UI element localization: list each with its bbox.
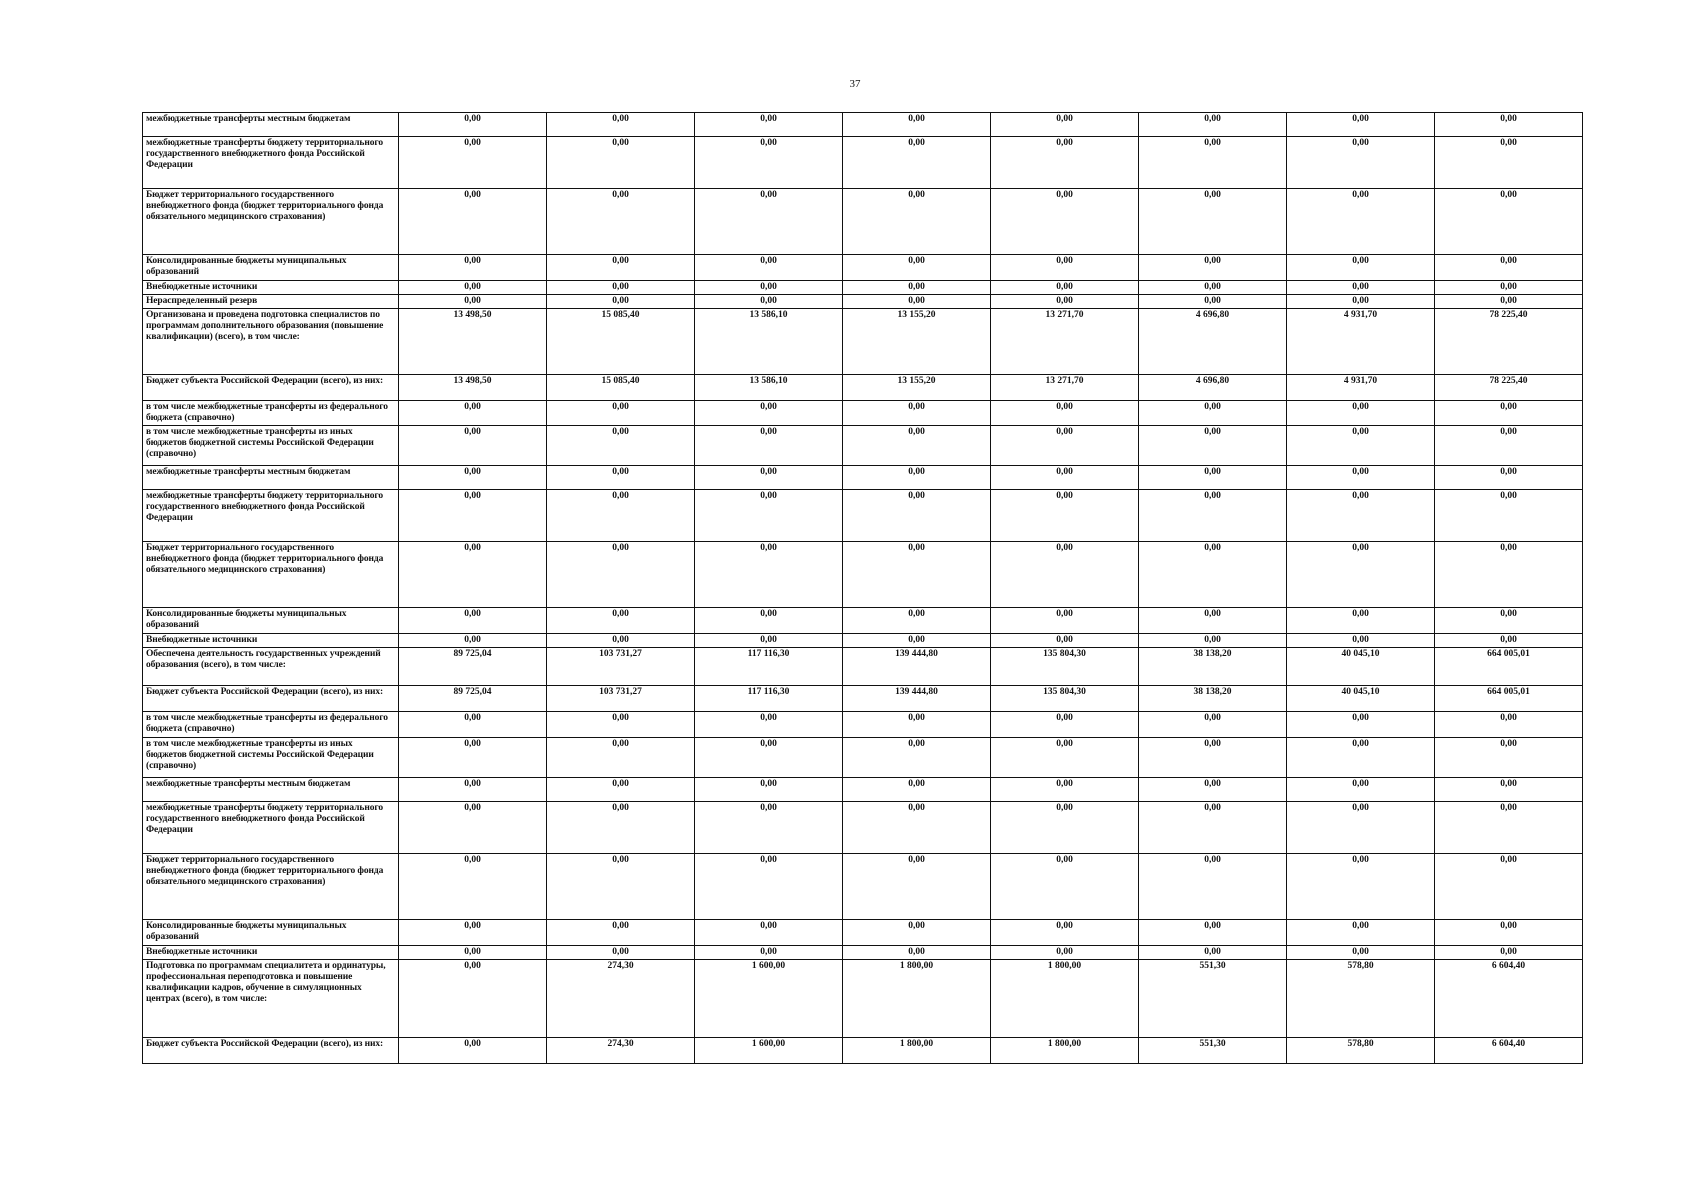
row-value-col-4: 139 444,80 [843,686,991,712]
row-value-col-3: 0,00 [695,802,843,854]
row-value-col-2: 0,00 [547,738,695,778]
row-value-col-2: 103 731,27 [547,648,695,686]
row-label: Внебюджетные источники [143,634,399,648]
row-label: в том числе межбюджетные трансферты из иных бюджетов бюджетной системы Российской Федерации (справочно) [143,738,399,778]
row-value-col-5: 13 271,70 [991,309,1139,375]
row-value-col-5: 0,00 [991,295,1139,309]
row-value-col-1: 0,00 [399,295,547,309]
row-label: в том числе межбюджетные трансферты из федерального бюджета (справочно) [143,712,399,738]
row-value-col-4: 0,00 [843,466,991,490]
row-value-col-5: 1 800,00 [991,960,1139,1038]
row-value-col-3: 0,00 [695,426,843,466]
row-label: Обеспечена деятельность государственных учреждений образования (всего), в том числе: [143,648,399,686]
row-label: в том числе межбюджетные трансферты из иных бюджетов бюджетной системы Российской Федерации (справочно) [143,426,399,466]
table-row [143,137,1583,189]
row-value-col-1: 0,00 [399,137,547,189]
row-value-col-4: 0,00 [843,738,991,778]
row-value-col-6: 0,00 [1139,490,1287,542]
table-row [143,946,1583,960]
row-value-col-4: 0,00 [843,295,991,309]
row-value-col-5: 0,00 [991,608,1139,634]
row-value-col-6: 0,00 [1139,802,1287,854]
row-value-col-8: 6 604,40 [1435,960,1583,1038]
row-label: межбюджетные трансферты бюджету территориального государственного внебюджетного фонда Российской Федерации [143,490,399,542]
row-value-col-7: 0,00 [1287,712,1435,738]
row-value-col-4: 0,00 [843,426,991,466]
row-value-col-3: 117 116,30 [695,686,843,712]
row-value-col-4: 13 155,20 [843,375,991,401]
row-value-col-6: 4 696,80 [1139,309,1287,375]
row-value-col-5: 0,00 [991,255,1139,281]
row-value-col-3: 0,00 [695,738,843,778]
row-value-col-3: 0,00 [695,634,843,648]
row-value-col-5: 0,00 [991,113,1139,137]
row-value-col-8: 78 225,40 [1435,375,1583,401]
row-value-col-8: 78 225,40 [1435,309,1583,375]
row-value-col-1: 0,00 [399,466,547,490]
row-value-col-3: 13 586,10 [695,375,843,401]
row-value-col-2: 0,00 [547,542,695,608]
row-value-col-3: 1 600,00 [695,1038,843,1064]
row-label: Подготовка по программам специалитета и ординатуры, профессиональная переподготовка и повышение квалификации кадров, обучение в симуляционных центрах (всего), в том числе: [143,960,399,1038]
row-value-col-2: 0,00 [547,189,695,255]
row-value-col-7: 0,00 [1287,802,1435,854]
row-value-col-2: 0,00 [547,946,695,960]
row-value-col-7: 40 045,10 [1287,686,1435,712]
table-row [143,542,1583,608]
row-value-col-2: 0,00 [547,401,695,426]
row-label: Бюджет территориального государственного внебюджетного фонда (бюджет территориального фонда обязательного медицинского страхования) [143,542,399,608]
row-label: Бюджет субъекта Российской Федерации (всего), из них: [143,1038,399,1064]
row-value-col-8: 0,00 [1435,608,1583,634]
row-value-col-1: 0,00 [399,113,547,137]
row-value-col-5: 0,00 [991,920,1139,946]
table-row [143,309,1583,375]
row-value-col-3: 0,00 [695,920,843,946]
row-value-col-1: 89 725,04 [399,686,547,712]
row-value-col-6: 0,00 [1139,281,1287,295]
row-value-col-6: 38 138,20 [1139,648,1287,686]
row-value-col-4: 0,00 [843,854,991,920]
table-row [143,686,1583,712]
row-value-col-5: 0,00 [991,137,1139,189]
row-value-col-6: 0,00 [1139,738,1287,778]
row-value-col-6: 551,30 [1139,1038,1287,1064]
row-value-col-6: 0,00 [1139,946,1287,960]
row-value-col-1: 0,00 [399,854,547,920]
row-label: в том числе межбюджетные трансферты из федерального бюджета (справочно) [143,401,399,426]
row-value-col-7: 0,00 [1287,778,1435,802]
row-value-col-7: 0,00 [1287,426,1435,466]
row-value-col-7: 0,00 [1287,542,1435,608]
table-row [143,802,1583,854]
row-value-col-1: 89 725,04 [399,648,547,686]
row-value-col-6: 0,00 [1139,608,1287,634]
row-value-col-8: 0,00 [1435,137,1583,189]
row-value-col-1: 0,00 [399,189,547,255]
row-value-col-4: 0,00 [843,189,991,255]
row-value-col-2: 0,00 [547,802,695,854]
table-row [143,778,1583,802]
row-value-col-6: 551,30 [1139,960,1287,1038]
row-value-col-1: 0,00 [399,426,547,466]
row-value-col-5: 0,00 [991,738,1139,778]
row-value-col-2: 0,00 [547,426,695,466]
row-value-col-1: 0,00 [399,712,547,738]
table-row [143,281,1583,295]
row-value-col-1: 0,00 [399,920,547,946]
table-row [143,960,1583,1038]
row-value-col-6: 0,00 [1139,295,1287,309]
row-value-col-4: 1 800,00 [843,1038,991,1064]
table-row [143,648,1583,686]
row-value-col-1: 0,00 [399,281,547,295]
row-value-col-8: 0,00 [1435,634,1583,648]
row-label: Внебюджетные источники [143,281,399,295]
row-value-col-3: 0,00 [695,401,843,426]
row-value-col-4: 0,00 [843,401,991,426]
row-value-col-4: 0,00 [843,802,991,854]
table-row [143,920,1583,946]
row-value-col-5: 0,00 [991,426,1139,466]
row-value-col-4: 0,00 [843,712,991,738]
row-value-col-2: 0,00 [547,113,695,137]
table-row [143,375,1583,401]
row-value-col-6: 0,00 [1139,113,1287,137]
table-row [143,113,1583,137]
row-value-col-7: 4 931,70 [1287,309,1435,375]
row-value-col-1: 0,00 [399,802,547,854]
row-value-col-3: 0,00 [695,854,843,920]
row-value-col-5: 0,00 [991,712,1139,738]
row-value-col-8: 0,00 [1435,295,1583,309]
row-label: межбюджетные трансферты местным бюджетам [143,466,399,490]
row-value-col-1: 13 498,50 [399,309,547,375]
row-value-col-8: 0,00 [1435,712,1583,738]
row-value-col-8: 664 005,01 [1435,648,1583,686]
row-value-col-3: 1 600,00 [695,960,843,1038]
row-value-col-3: 0,00 [695,542,843,608]
page-number: 37 [849,78,861,90]
budget-table-body [143,113,1583,1064]
row-value-col-8: 0,00 [1435,426,1583,466]
row-value-col-6: 0,00 [1139,466,1287,490]
row-value-col-2: 0,00 [547,295,695,309]
row-value-col-6: 0,00 [1139,920,1287,946]
row-value-col-2: 15 085,40 [547,309,695,375]
table-row [143,466,1583,490]
row-value-col-8: 0,00 [1435,401,1583,426]
row-value-col-4: 0,00 [843,920,991,946]
row-value-col-5: 0,00 [991,490,1139,542]
table-row [143,401,1583,426]
row-value-col-4: 0,00 [843,281,991,295]
row-value-col-6: 0,00 [1139,189,1287,255]
row-label: Бюджет субъекта Российской Федерации (всего), из них: [143,375,399,401]
row-value-col-8: 0,00 [1435,113,1583,137]
table-row [143,854,1583,920]
row-value-col-5: 0,00 [991,466,1139,490]
row-value-col-2: 0,00 [547,490,695,542]
row-value-col-1: 13 498,50 [399,375,547,401]
row-value-col-2: 0,00 [547,634,695,648]
row-value-col-7: 0,00 [1287,920,1435,946]
row-value-col-4: 0,00 [843,490,991,542]
row-value-col-5: 0,00 [991,946,1139,960]
row-value-col-7: 0,00 [1287,113,1435,137]
row-value-col-6: 0,00 [1139,542,1287,608]
row-value-col-8: 0,00 [1435,281,1583,295]
row-value-col-3: 117 116,30 [695,648,843,686]
row-value-col-2: 0,00 [547,466,695,490]
row-value-col-7: 0,00 [1287,255,1435,281]
table-row [143,295,1583,309]
row-value-col-3: 0,00 [695,466,843,490]
row-value-col-1: 0,00 [399,542,547,608]
row-value-col-4: 139 444,80 [843,648,991,686]
row-value-col-8: 0,00 [1435,738,1583,778]
row-value-col-7: 40 045,10 [1287,648,1435,686]
row-value-col-2: 0,00 [547,137,695,189]
row-label: межбюджетные трансферты местным бюджетам [143,113,399,137]
row-value-col-8: 0,00 [1435,920,1583,946]
row-value-col-5: 0,00 [991,542,1139,608]
row-value-col-6: 0,00 [1139,712,1287,738]
row-value-col-3: 0,00 [695,490,843,542]
row-value-col-3: 0,00 [695,113,843,137]
row-label: Бюджет субъекта Российской Федерации (всего), из них: [143,686,399,712]
row-value-col-4: 13 155,20 [843,309,991,375]
row-value-col-6: 0,00 [1139,137,1287,189]
row-value-col-7: 0,00 [1287,401,1435,426]
row-value-col-1: 0,00 [399,634,547,648]
row-value-col-7: 0,00 [1287,854,1435,920]
row-value-col-5: 0,00 [991,281,1139,295]
row-value-col-6: 0,00 [1139,854,1287,920]
row-value-col-7: 578,80 [1287,1038,1435,1064]
row-value-col-7: 0,00 [1287,608,1435,634]
row-value-col-7: 0,00 [1287,738,1435,778]
row-value-col-5: 13 271,70 [991,375,1139,401]
row-value-col-6: 0,00 [1139,426,1287,466]
row-value-col-6: 4 696,80 [1139,375,1287,401]
row-value-col-2: 274,30 [547,1038,695,1064]
row-label: Бюджет территориального государственного внебюджетного фонда (бюджет территориального фонда обязательного медицинского страхования) [143,854,399,920]
row-label: Организована и проведена подготовка специалистов по программам дополнительного образования (повышение квалификации) (всего), в том числе: [143,309,399,375]
row-value-col-1: 0,00 [399,401,547,426]
row-value-col-5: 135 804,30 [991,686,1139,712]
row-value-col-8: 0,00 [1435,854,1583,920]
row-value-col-5: 0,00 [991,778,1139,802]
row-value-col-2: 0,00 [547,255,695,281]
row-value-col-2: 15 085,40 [547,375,695,401]
row-value-col-1: 0,00 [399,778,547,802]
row-value-col-4: 0,00 [843,137,991,189]
row-value-col-4: 0,00 [843,634,991,648]
row-value-col-4: 0,00 [843,113,991,137]
row-value-col-3: 0,00 [695,255,843,281]
table-row [143,255,1583,281]
row-label: межбюджетные трансферты местным бюджетам [143,778,399,802]
row-value-col-8: 0,00 [1435,466,1583,490]
row-value-col-8: 0,00 [1435,802,1583,854]
table-row [143,634,1583,648]
row-value-col-4: 0,00 [843,542,991,608]
row-value-col-2: 0,00 [547,854,695,920]
row-value-col-5: 0,00 [991,854,1139,920]
budget-table [142,112,1583,1064]
row-value-col-2: 103 731,27 [547,686,695,712]
row-value-col-4: 1 800,00 [843,960,991,1038]
row-value-col-6: 0,00 [1139,634,1287,648]
row-value-col-1: 0,00 [399,960,547,1038]
row-value-col-8: 0,00 [1435,255,1583,281]
row-value-col-3: 13 586,10 [695,309,843,375]
row-value-col-8: 0,00 [1435,778,1583,802]
row-label: межбюджетные трансферты бюджету территориального государственного внебюджетного фонда Российской Федерации [143,137,399,189]
row-value-col-2: 0,00 [547,712,695,738]
table-row [143,189,1583,255]
row-value-col-2: 274,30 [547,960,695,1038]
row-value-col-8: 0,00 [1435,490,1583,542]
row-value-col-4: 0,00 [843,946,991,960]
row-label: Внебюджетные источники [143,946,399,960]
table-row [143,1038,1583,1064]
row-value-col-7: 0,00 [1287,189,1435,255]
table-row [143,608,1583,634]
row-value-col-2: 0,00 [547,608,695,634]
row-value-col-1: 0,00 [399,608,547,634]
row-value-col-4: 0,00 [843,608,991,634]
row-value-col-4: 0,00 [843,778,991,802]
row-label: Нераспределенный резерв [143,295,399,309]
row-value-col-7: 0,00 [1287,634,1435,648]
row-value-col-8: 6 604,40 [1435,1038,1583,1064]
row-label: Бюджет территориального государственного внебюджетного фонда (бюджет территориального фонда обязательного медицинского страхования) [143,189,399,255]
table-row [143,426,1583,466]
row-value-col-7: 0,00 [1287,490,1435,542]
row-value-col-4: 0,00 [843,255,991,281]
table-row [143,738,1583,778]
row-label: Консолидированные бюджеты муниципальных образований [143,255,399,281]
row-value-col-7: 0,00 [1287,281,1435,295]
row-value-col-5: 0,00 [991,189,1139,255]
row-value-col-7: 0,00 [1287,295,1435,309]
row-value-col-5: 1 800,00 [991,1038,1139,1064]
table-row [143,712,1583,738]
row-value-col-1: 0,00 [399,1038,547,1064]
table-row [143,490,1583,542]
row-value-col-6: 0,00 [1139,255,1287,281]
row-value-col-6: 0,00 [1139,778,1287,802]
row-value-col-1: 0,00 [399,946,547,960]
row-value-col-8: 0,00 [1435,542,1583,608]
row-value-col-3: 0,00 [695,189,843,255]
row-value-col-5: 0,00 [991,401,1139,426]
row-value-col-2: 0,00 [547,281,695,295]
row-value-col-8: 0,00 [1435,946,1583,960]
row-value-col-6: 0,00 [1139,401,1287,426]
row-value-col-2: 0,00 [547,920,695,946]
row-value-col-5: 0,00 [991,802,1139,854]
row-value-col-7: 0,00 [1287,137,1435,189]
row-label: Консолидированные бюджеты муниципальных образований [143,920,399,946]
row-value-col-3: 0,00 [695,946,843,960]
row-value-col-3: 0,00 [695,608,843,634]
row-value-col-7: 4 931,70 [1287,375,1435,401]
row-value-col-3: 0,00 [695,295,843,309]
row-value-col-3: 0,00 [695,712,843,738]
row-value-col-3: 0,00 [695,281,843,295]
row-label: межбюджетные трансферты бюджету территориального государственного внебюджетного фонда Российской Федерации [143,802,399,854]
row-label: Консолидированные бюджеты муниципальных образований [143,608,399,634]
row-value-col-5: 135 804,30 [991,648,1139,686]
row-value-col-6: 38 138,20 [1139,686,1287,712]
row-value-col-1: 0,00 [399,738,547,778]
row-value-col-7: 0,00 [1287,946,1435,960]
row-value-col-7: 0,00 [1287,466,1435,490]
row-value-col-3: 0,00 [695,137,843,189]
row-value-col-5: 0,00 [991,634,1139,648]
row-value-col-8: 664 005,01 [1435,686,1583,712]
row-value-col-3: 0,00 [695,778,843,802]
row-value-col-1: 0,00 [399,255,547,281]
row-value-col-8: 0,00 [1435,189,1583,255]
row-value-col-7: 578,80 [1287,960,1435,1038]
row-value-col-1: 0,00 [399,490,547,542]
row-value-col-2: 0,00 [547,778,695,802]
